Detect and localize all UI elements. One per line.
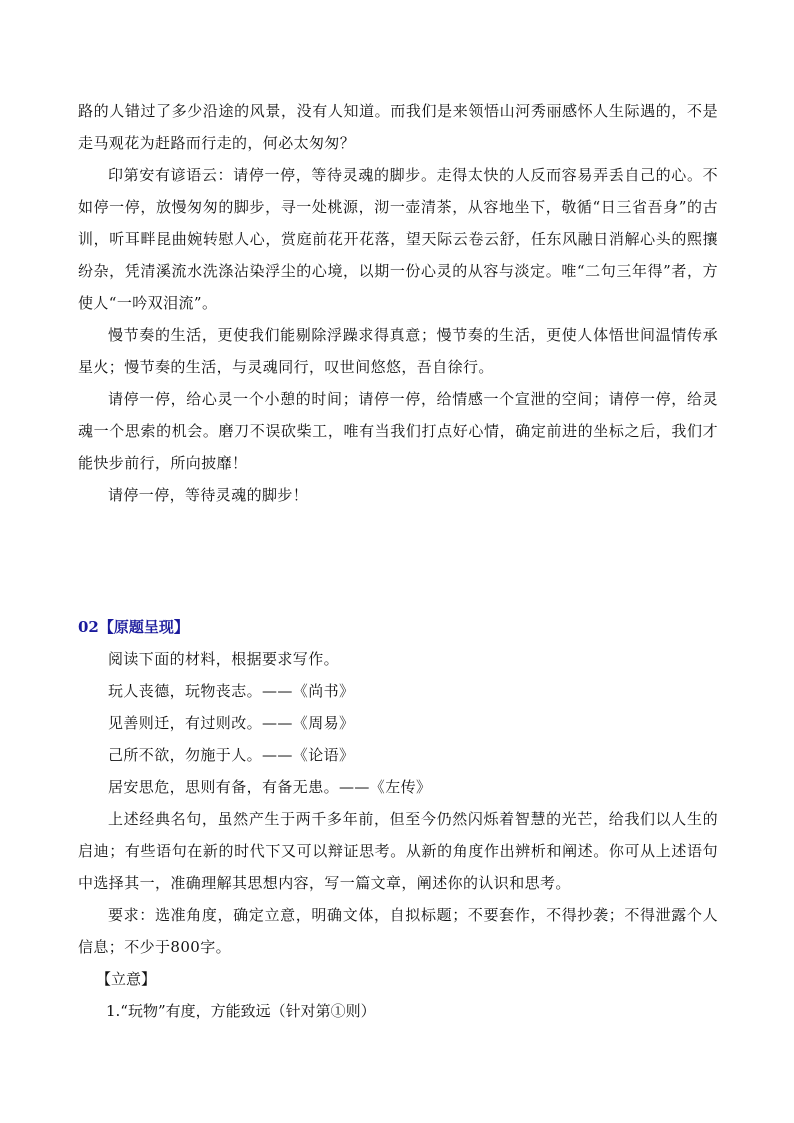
section-number: 02 xyxy=(78,618,99,636)
passage-paragraph-3: 慢节奏的生活，更使我们能剔除浮躁求得真意；慢节奏的生活，更使人体悟世间温情传承星火；慢节奏的生活，与灵魂同行，叹世间悠悠，吾自徐行。 xyxy=(78,326,718,376)
question-requirements: 要求：选准角度，确定立意，明确文体，自拟标题；不要套作，不得抄袭；不得泄露个人信息；不少于800字。 xyxy=(78,906,718,956)
section-gap xyxy=(78,511,718,611)
liyi-heading: 【立意】 xyxy=(96,970,157,988)
quote-3: 己所不欲，勿施于人。——《论语》 xyxy=(108,746,355,764)
section-heading xyxy=(78,611,718,643)
passage-paragraph-5: 请停一停，等待灵魂的脚步！ xyxy=(108,486,309,504)
quote-4: 居安思危，思则有备，有备无患。——《左传》 xyxy=(108,778,432,796)
quote-1: 玩人丧德，玩物丧志。——《尚书》 xyxy=(108,682,355,700)
section-title: 【原题呈现】 xyxy=(98,618,189,636)
document-content xyxy=(78,95,718,1027)
passage-paragraph-2: 印第安有谚语云：请停一停，等待灵魂的脚步。走得太快的人反而容易弄丢自己的心。不如停一停，放慢匆匆的脚步，寻一处桃源，沏一壶清茶，从容地坐下，敬循“日三省吾身”的古训，听耳畔昆曲婉转慰人心，赏庭前花开花落，望天际云卷云舒，任东风融日消解心头的熙攘纷杂，凭清溪流水洗涤沾染浮尘的心境，以期一份心灵的从容与淡定。唯“二句三年得”者，方使人“一吟双泪流”。 xyxy=(78,166,718,312)
passage-paragraph-1: 路的人错过了多少沿途的风景，没有人知道。而我们是来领悟山河秀丽感怀人生际遇的，不是走马观花为赶路而行走的，何必太匆匆？ xyxy=(78,102,718,152)
question-body: 上述经典名句，虽然产生于两千多年前，但至今仍然闪烁着智慧的光芒，给我们以人生的启迪；有些语句在新的时代下又可以辩证思考。从新的角度作出辨析和阐述。你可从上述语句中选择其一，准确理解其思想内容，写一篇文章，阐述你的认识和思考。 xyxy=(78,810,718,892)
passage-paragraph-4: 请停一停，给心灵一个小憩的时间；请停一停，给情感一个宣泄的空间；请停一停，给灵魂一个思索的机会。磨刀不误砍柴工，唯有当我们打点好心情，确定前进的坐标之后，我们才能快步前行，所向披靡！ xyxy=(78,390,718,472)
liyi-item-1: 1.“玩物”有度，方能致远（针对第①则） xyxy=(106,1002,376,1020)
quote-2: 见善则迁，有过则改。——《周易》 xyxy=(108,714,355,732)
question-intro: 阅读下面的材料，根据要求写作。 xyxy=(108,650,340,668)
